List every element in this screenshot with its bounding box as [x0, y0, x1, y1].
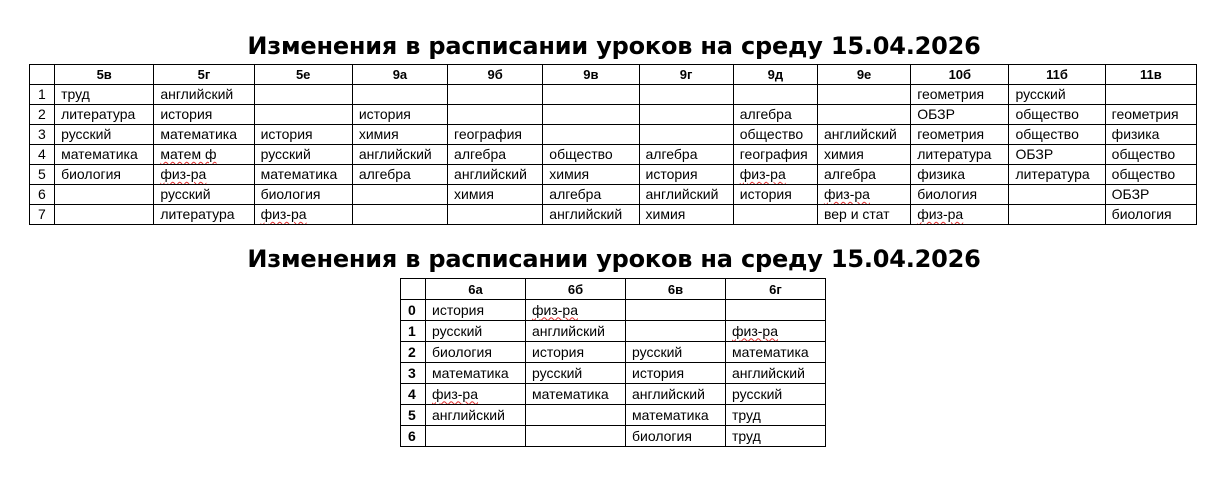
lesson-cell: [154, 165, 254, 185]
subject-text: английский: [454, 166, 527, 182]
subject-text: история: [632, 364, 685, 381]
lesson-cell: [526, 384, 626, 405]
table-row: [401, 342, 826, 363]
subject-text: история: [260, 126, 313, 142]
lesson-cell: [55, 125, 154, 145]
lesson-cell: [543, 85, 639, 105]
lesson-number: [401, 426, 426, 447]
subject-text: химия: [645, 206, 686, 222]
lesson-cell: [911, 185, 1009, 205]
header-corner: [401, 279, 426, 300]
table-row: [30, 105, 1197, 125]
subject-text: химия: [454, 186, 494, 202]
subject-text: английский: [823, 126, 897, 142]
subject-text: химия: [358, 126, 399, 142]
subject-text: труд: [732, 427, 761, 444]
class-header: 11в: [1105, 65, 1196, 85]
subject-text: физ-ра: [732, 322, 778, 339]
lesson-number: [30, 205, 55, 225]
lesson-number: [30, 85, 55, 105]
lesson-number-text: 1: [408, 322, 416, 339]
lesson-number: [30, 145, 55, 165]
lesson-cell: [639, 105, 733, 125]
subject-text: биология: [632, 427, 692, 444]
schedule-table-senior: [29, 64, 1197, 225]
class-header: 5г: [154, 65, 254, 85]
class-header: 9в: [543, 65, 639, 85]
lesson-cell: [626, 300, 726, 321]
subject-text: физика: [1111, 126, 1160, 142]
table-row: [401, 405, 826, 426]
lesson-cell: [639, 205, 733, 225]
class-header: 6г: [726, 279, 826, 300]
subject-text: биология: [260, 186, 321, 202]
lesson-cell: [526, 321, 626, 342]
subject-text: история: [358, 106, 411, 122]
lesson-number-text: 3: [408, 364, 416, 381]
subject-text: биология: [917, 186, 978, 202]
class-header: 9а: [352, 65, 447, 85]
subject-text: история: [160, 106, 213, 122]
lesson-cell: [543, 145, 639, 165]
lesson-cell: [911, 125, 1009, 145]
subject-text: физ-ра: [823, 186, 870, 202]
class-header: 5е: [254, 65, 352, 85]
subject-text: русский: [432, 322, 483, 339]
lesson-cell: [817, 165, 910, 185]
schedule-table-grade6: [400, 278, 826, 447]
lesson-cell: [1009, 85, 1105, 105]
lesson-cell: [426, 300, 526, 321]
subject-text: английский: [632, 385, 705, 402]
lesson-cell: [1009, 205, 1105, 225]
class-header: 6в: [626, 279, 726, 300]
subject-text: физ-ра: [432, 385, 478, 402]
lesson-number-text: 1: [38, 86, 46, 102]
lesson-cell: [1105, 105, 1196, 125]
lesson-cell: [543, 105, 639, 125]
subject-text: физ-ра: [917, 206, 964, 222]
lesson-cell: [1105, 205, 1196, 225]
subject-text: общество: [1015, 126, 1079, 142]
lesson-cell: [726, 384, 826, 405]
lesson-cell: [254, 105, 352, 125]
lesson-cell: [352, 185, 447, 205]
subject-text: физ-ра: [532, 301, 578, 318]
lesson-cell: [1009, 145, 1105, 165]
lesson-number: [30, 165, 55, 185]
lesson-cell: [154, 105, 254, 125]
lesson-cell: [911, 145, 1009, 165]
lesson-cell: [626, 363, 726, 384]
table-row: [401, 384, 826, 405]
page-title: Изменения в расписании уроков на среду 15.04.2026: [247, 32, 981, 60]
lesson-cell: [154, 85, 254, 105]
lesson-cell: [352, 125, 447, 145]
subject-text: английский: [358, 146, 432, 162]
lesson-cell: [639, 125, 733, 145]
subject-text: ОБЗР: [1111, 186, 1150, 202]
lesson-cell: [639, 165, 733, 185]
lesson-cell: [448, 105, 543, 125]
lesson-cell: [55, 85, 154, 105]
subject-text: математика: [532, 385, 609, 402]
subject-text: литература: [160, 206, 235, 222]
lesson-cell: [448, 205, 543, 225]
lesson-cell: [352, 205, 447, 225]
table-row: [401, 321, 826, 342]
table-row: [30, 85, 1197, 105]
lesson-number-text: 7: [38, 206, 46, 222]
lesson-number-text: 5: [408, 406, 416, 423]
subject-text: ОБЗР: [917, 106, 955, 122]
table-row: [30, 125, 1197, 145]
subject-text: геометрия: [917, 126, 985, 142]
class-header: 6б: [526, 279, 626, 300]
lesson-cell: [55, 165, 154, 185]
lesson-cell: [526, 363, 626, 384]
lesson-cell: [352, 165, 447, 185]
lesson-number-text: 0: [408, 301, 416, 318]
lesson-number: [401, 321, 426, 342]
lesson-number-text: 6: [38, 186, 46, 202]
lesson-cell: [817, 105, 910, 125]
subject-text: география: [739, 146, 808, 162]
lesson-number: [401, 363, 426, 384]
subject-text: математика: [260, 166, 338, 182]
lesson-cell: [817, 205, 910, 225]
subject-text: ОБЗР: [1015, 146, 1054, 162]
lesson-cell: [726, 363, 826, 384]
lesson-cell: [1105, 125, 1196, 145]
lesson-cell: [154, 145, 254, 165]
subject-text: геометрия: [917, 86, 985, 102]
subject-text: матем ф: [160, 146, 217, 162]
lesson-cell: [626, 321, 726, 342]
table-header-row: [401, 279, 826, 300]
class-header: 10б: [911, 65, 1009, 85]
subject-text: алгебра: [823, 166, 876, 182]
subject-text: русский: [632, 343, 683, 360]
subject-text: вер и стат: [823, 206, 890, 222]
class-header: 9г: [639, 65, 733, 85]
subject-text: биология: [1111, 206, 1172, 222]
table-row: [401, 426, 826, 447]
subject-text: математика: [732, 343, 809, 360]
lesson-cell: [426, 342, 526, 363]
lesson-cell: [254, 145, 352, 165]
lesson-cell: [733, 205, 817, 225]
subject-text: история: [432, 301, 485, 318]
lesson-cell: [626, 384, 726, 405]
class-header: 9д: [733, 65, 817, 85]
lesson-cell: [526, 300, 626, 321]
subject-text: алгебра: [454, 146, 507, 162]
subject-text: биология: [432, 343, 492, 360]
lesson-cell: [254, 205, 352, 225]
lesson-number-text: 3: [38, 126, 46, 142]
lesson-cell: [448, 145, 543, 165]
subject-text: литература: [1015, 166, 1090, 182]
lesson-cell: [352, 145, 447, 165]
subject-text: русский: [260, 146, 311, 162]
lesson-number-text: 4: [408, 385, 416, 402]
lesson-cell: [426, 405, 526, 426]
lesson-cell: [543, 125, 639, 145]
lesson-cell: [55, 185, 154, 205]
lesson-cell: [639, 185, 733, 205]
lesson-cell: [1105, 165, 1196, 185]
subject-text: труд: [732, 406, 761, 423]
page-title: Изменения в расписании уроков на среду 15.04.2026: [247, 245, 981, 273]
lesson-number: [401, 300, 426, 321]
subject-text: алгебра: [645, 146, 698, 162]
header-corner: [30, 65, 55, 85]
subject-text: физика: [917, 166, 965, 182]
subject-text: физ-ра: [260, 206, 307, 222]
subject-text: геометрия: [1111, 106, 1179, 122]
lesson-number-text: 4: [38, 146, 46, 162]
subject-text: алгебра: [358, 166, 411, 182]
table-row: [401, 363, 826, 384]
subject-text: алгебра: [549, 186, 602, 202]
lesson-cell: [154, 205, 254, 225]
lesson-cell: [817, 145, 910, 165]
class-header: 11б: [1009, 65, 1105, 85]
lesson-cell: [726, 342, 826, 363]
lesson-cell: [352, 105, 447, 125]
lesson-cell: [426, 321, 526, 342]
lesson-cell: [911, 205, 1009, 225]
subject-text: русский: [1015, 86, 1066, 102]
lesson-cell: [911, 165, 1009, 185]
lesson-cell: [526, 405, 626, 426]
lesson-cell: [55, 205, 154, 225]
lesson-cell: [426, 363, 526, 384]
lesson-number-text: 6: [408, 427, 416, 444]
lesson-number-text: 2: [38, 106, 46, 122]
class-header: 9е: [817, 65, 910, 85]
subject-text: химия: [823, 146, 864, 162]
class-header: 6а: [426, 279, 526, 300]
subject-text: математика: [61, 146, 138, 162]
lesson-number: [401, 342, 426, 363]
lesson-cell: [733, 165, 817, 185]
lesson-cell: [426, 384, 526, 405]
lesson-cell: [626, 426, 726, 447]
lesson-number-text: 2: [408, 343, 416, 360]
subject-text: алгебра: [739, 106, 792, 122]
lesson-cell: [626, 405, 726, 426]
lesson-cell: [1009, 105, 1105, 125]
lesson-cell: [733, 125, 817, 145]
subject-text: общество: [1015, 106, 1079, 122]
subject-text: математика: [160, 126, 238, 142]
table-row: [30, 185, 1197, 205]
subject-text: общество: [549, 146, 613, 162]
subject-text: общество: [1111, 146, 1176, 162]
subject-text: английский: [160, 86, 234, 102]
subject-text: общество: [1111, 166, 1176, 182]
subject-text: история: [739, 186, 792, 202]
lesson-cell: [448, 85, 543, 105]
table-row: [30, 145, 1197, 165]
lesson-cell: [543, 205, 639, 225]
subject-text: история: [532, 343, 585, 360]
class-header: 5в: [55, 65, 154, 85]
lesson-number-text: 5: [38, 166, 46, 182]
subject-text: география: [454, 126, 523, 142]
lesson-cell: [726, 426, 826, 447]
subject-text: русский: [160, 186, 211, 202]
lesson-number: [30, 125, 55, 145]
lesson-cell: [55, 145, 154, 165]
lesson-cell: [55, 105, 154, 125]
subject-text: литература: [61, 106, 136, 122]
lesson-cell: [626, 342, 726, 363]
lesson-number: [401, 405, 426, 426]
lesson-number: [30, 185, 55, 205]
lesson-cell: [526, 342, 626, 363]
lesson-cell: [254, 125, 352, 145]
lesson-cell: [817, 85, 910, 105]
lesson-cell: [733, 85, 817, 105]
subject-text: русский: [61, 126, 112, 142]
lesson-cell: [817, 185, 910, 205]
lesson-cell: [1105, 185, 1196, 205]
table-row: [30, 205, 1197, 225]
lesson-cell: [543, 165, 639, 185]
lesson-cell: [726, 405, 826, 426]
lesson-cell: [639, 145, 733, 165]
class-header: 9б: [448, 65, 543, 85]
subject-text: литература: [917, 146, 992, 162]
lesson-number: [401, 384, 426, 405]
table-row: [401, 300, 826, 321]
subject-text: русский: [732, 385, 783, 402]
lesson-cell: [352, 85, 447, 105]
subject-text: английский: [532, 322, 605, 339]
lesson-cell: [726, 300, 826, 321]
lesson-cell: [639, 85, 733, 105]
lesson-cell: [733, 145, 817, 165]
lesson-cell: [426, 426, 526, 447]
subject-text: математика: [632, 406, 709, 423]
lesson-cell: [733, 105, 817, 125]
subject-text: русский: [532, 364, 583, 381]
lesson-cell: [1009, 125, 1105, 145]
subject-text: английский: [645, 186, 719, 202]
table-header-row: [30, 65, 1197, 85]
lesson-cell: [448, 165, 543, 185]
subject-text: биология: [61, 166, 121, 182]
lesson-cell: [254, 165, 352, 185]
lesson-number: [30, 105, 55, 125]
lesson-cell: [911, 105, 1009, 125]
lesson-cell: [1009, 165, 1105, 185]
lesson-cell: [254, 85, 352, 105]
table-row: [30, 165, 1197, 185]
subject-text: труд: [61, 86, 90, 102]
lesson-cell: [448, 185, 543, 205]
subject-text: химия: [549, 166, 590, 182]
lesson-cell: [543, 185, 639, 205]
subject-text: физ-ра: [160, 166, 207, 182]
subject-text: общество: [739, 126, 804, 142]
lesson-cell: [1105, 85, 1196, 105]
lesson-cell: [154, 185, 254, 205]
lesson-cell: [154, 125, 254, 145]
lesson-cell: [254, 185, 352, 205]
lesson-cell: [911, 85, 1009, 105]
lesson-cell: [726, 321, 826, 342]
subject-text: физ-ра: [739, 166, 786, 182]
lesson-cell: [1009, 185, 1105, 205]
subject-text: английский: [732, 364, 805, 381]
subject-text: математика: [432, 364, 509, 381]
lesson-cell: [817, 125, 910, 145]
lesson-cell: [526, 426, 626, 447]
lesson-cell: [733, 185, 817, 205]
subject-text: история: [645, 166, 698, 182]
lesson-cell: [1105, 145, 1196, 165]
lesson-cell: [448, 125, 543, 145]
subject-text: английский: [432, 406, 505, 423]
subject-text: английский: [549, 206, 623, 222]
